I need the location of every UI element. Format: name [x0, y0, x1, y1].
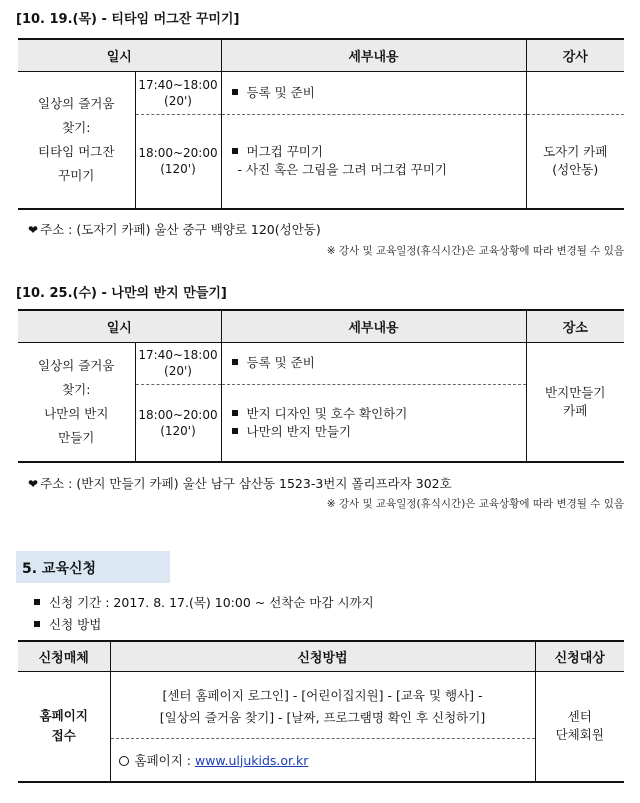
event1-detail-2 [221, 114, 526, 209]
square-bullet-icon [232, 359, 238, 365]
method-steps [110, 671, 535, 738]
event2-time-1: 17:40~18:00 (20') [135, 342, 221, 384]
event1-header-instructor: 강사 [526, 39, 624, 71]
homepage-row [110, 738, 535, 782]
square-bullet-icon [232, 89, 238, 95]
event2-place: 반지만들기 카페 [526, 342, 624, 462]
event2-header-date: 일시 [18, 310, 221, 342]
heart-icon: ❤ [28, 477, 39, 491]
section5-heading [16, 551, 170, 583]
event2-time-2: 18:00~20:00 (120') [135, 384, 221, 462]
method-steps-line2: [일상의 즐거움 찾기] - [날짜, 프로그램명 확인 후 신청하기] [159, 709, 486, 725]
square-bullet-icon [232, 410, 238, 416]
homepage-label: 홈페이지 : [134, 752, 195, 768]
event2-header-detail: 세부내용 [221, 310, 526, 342]
event2-detail-1-text: 등록 및 준비 [246, 355, 315, 370]
apply-method-label-text: 신청 방법 [49, 617, 102, 632]
event1-note: ※ 강사 및 교육일정(휴식시간)은 교육상황에 따라 변경될 수 있음 [326, 245, 624, 257]
application-table [18, 640, 624, 783]
apply-period-text: 신청 기간 : 2017. 8. 17.(목) 10:00 ~ 선착순 마감 시까지 [49, 595, 374, 610]
event1-detail-1 [221, 71, 526, 114]
event2-header-place: 장소 [526, 310, 624, 342]
square-bullet-icon [34, 621, 40, 627]
event2-address [28, 474, 452, 492]
header-target: 신청대상 [535, 641, 624, 671]
header-method: 신청방법 [110, 641, 535, 671]
media-homepage: 홈페이지 접수 [18, 671, 110, 782]
apply-period [34, 593, 374, 611]
event1-address [28, 220, 321, 238]
event2-title: [10. 25.(수) - 나만의 반지 만들기] [16, 286, 227, 301]
apply-method-label [34, 615, 101, 633]
square-bullet-icon [232, 148, 238, 154]
square-bullet-icon [232, 428, 238, 434]
event1-detail-1-text: 등록 및 준비 [246, 84, 315, 100]
event2-detail-2-text-1: 반지 디자인 및 호수 확인하기 [246, 405, 408, 421]
header-media: 신청매체 [18, 641, 110, 671]
section5-title: 5. 교육신청 [22, 561, 97, 577]
target-members: 센터 단체회원 [535, 671, 624, 782]
event1-header-detail: 세부내용 [221, 39, 526, 71]
circle-bullet-icon [119, 756, 129, 766]
event1-title: [10. 19.(목) - 티타임 머그잔 꾸미기] [16, 12, 240, 27]
event2-program-name: 일상의 즐거움 찾기: 나만의 반지 만들기 [18, 342, 135, 462]
event1-time-2: 18:00~20:00 (120') [135, 114, 221, 209]
event1-instructor-empty [526, 71, 624, 114]
event1-program-name: 일상의 즐거움 찾기: 티타임 머그잔 꾸미기 [18, 71, 135, 209]
event1-schedule-table [18, 38, 624, 210]
event2-schedule-table [18, 309, 624, 463]
homepage-link[interactable]: www.uljukids.or.kr [194, 752, 309, 768]
square-bullet-icon [34, 599, 40, 605]
event2-detail-2-text-2: 나만의 반지 만들기 [246, 423, 352, 439]
event2-detail-2 [221, 384, 526, 462]
event1-detail-2-sub: - 사진 혹은 그림을 그려 머그컵 꾸미기 [237, 162, 447, 178]
event1-header-date: 일시 [18, 39, 221, 71]
heart-icon: ❤ [28, 223, 39, 237]
event2-note: ※ 강사 및 교육일정(휴식시간)은 교육상황에 따라 변경될 수 있음 [326, 498, 624, 510]
event1-instructor: 도자기 카페 (성안동) [526, 114, 624, 209]
event1-address-text: 주소 : (도자기 카페) 울산 중구 백양로 120(성안동) [40, 222, 321, 237]
event2-address-text: 주소 : (반지 만들기 카페) 울산 남구 삼산동 1523-3번지 폴리프라자 302호 [40, 476, 452, 491]
method-steps-line1: [센터 홈페이지 로그인] - [어린이집지원] - [교육 및 행사] - [162, 687, 483, 703]
event1-time-1: 17:40~18:00 (20') [135, 71, 221, 114]
event2-detail-1 [221, 342, 526, 384]
event1-detail-2-text: 머그컵 꾸미기 [246, 144, 323, 160]
